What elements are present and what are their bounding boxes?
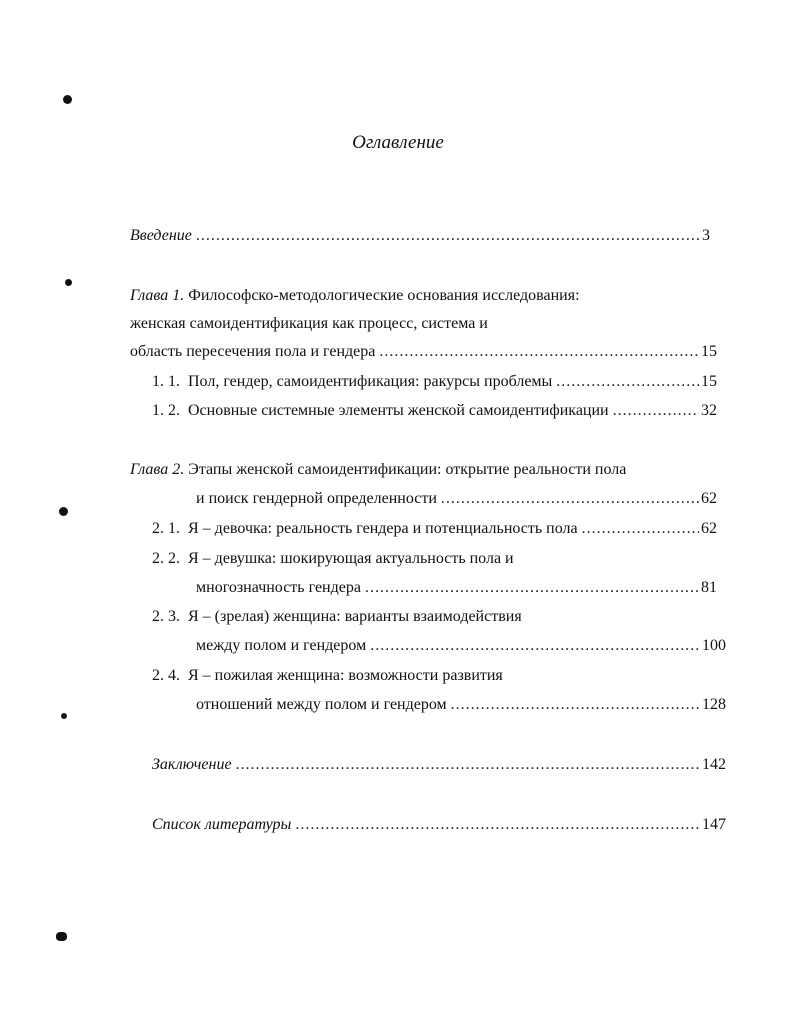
leader-dots — [365, 577, 699, 599]
binding-hole-mark — [56, 932, 67, 941]
toc-page-number: 62 — [701, 520, 717, 537]
chapter-title-line: женская самоидентификация как процесс, система и — [130, 315, 488, 332]
section-title: Основные системные элементы женской самоидентификации — [188, 402, 609, 419]
toc-section-2-4-cont — [196, 694, 726, 716]
leader-dots — [295, 814, 700, 836]
section-title: Я – пожилая женщина: возможности развития — [188, 667, 503, 684]
section-title-cont: отношений между полом и гендером — [196, 696, 447, 713]
toc-section-2-3 — [152, 606, 522, 628]
chapter-prefix: Глава 1. — [130, 287, 185, 304]
chapter-title-line: Философско-методологические основания исследования: — [188, 287, 580, 304]
toc-entry-bibliography — [152, 814, 726, 836]
chapter-title-line: область пересечения пола и гендера — [130, 343, 376, 360]
chapter-title-line: и поиск гендерной определенности — [196, 490, 437, 507]
toc-page-number: 15 — [701, 373, 717, 390]
leader-dots — [379, 341, 699, 363]
toc-section-2-2 — [152, 548, 514, 570]
toc-entry-label: Список литературы — [152, 816, 292, 833]
toc-page-number: 81 — [701, 579, 717, 596]
toc-entry-label: Заключение — [152, 756, 232, 773]
leader-dots — [451, 694, 700, 716]
section-title-cont: между полом и гендером — [196, 637, 367, 654]
section-title: Я – (зрелая) женщина: варианты взаимодействия — [188, 608, 522, 625]
toc-entry-chapter-1 — [130, 341, 717, 363]
toc-page-number: 100 — [702, 637, 726, 654]
toc-page-number: 15 — [701, 343, 717, 360]
section-title: Я – девушка: шокирующая актуальность пола и — [188, 550, 514, 567]
toc-section-2-1 — [152, 518, 717, 540]
binding-hole-mark — [61, 713, 67, 719]
toc-page-number: 128 — [702, 696, 726, 713]
toc-page-number: 3 — [702, 227, 710, 244]
binding-hole-mark — [63, 95, 72, 104]
chapter-2-heading — [130, 459, 626, 481]
toc-page-number: 147 — [702, 816, 726, 833]
toc-entry-chapter-2 — [196, 488, 717, 510]
toc-entry-intro — [130, 225, 710, 247]
leader-dots — [370, 635, 700, 657]
toc-section-2-3-cont — [196, 635, 726, 657]
section-number: 1. 1. — [152, 373, 180, 390]
section-number: 2. 3. — [152, 608, 180, 625]
leader-dots — [556, 371, 699, 393]
section-number: 2. 4. — [152, 667, 180, 684]
toc-page-number: 142 — [702, 756, 726, 773]
binding-hole-mark — [59, 507, 68, 516]
toc-section-2-2-cont — [196, 577, 717, 599]
toc-section-1-1 — [152, 371, 717, 393]
toc-entry-conclusion — [152, 754, 726, 776]
toc-entry-label: Введение — [130, 227, 192, 244]
chapter-prefix: Глава 2. — [130, 461, 185, 478]
leader-dots — [196, 225, 700, 247]
toc-section-1-2 — [152, 400, 717, 422]
leader-dots — [236, 754, 700, 776]
leader-dots — [441, 488, 699, 510]
section-number: 1. 2. — [152, 402, 180, 419]
section-title-cont: многозначность гендера — [196, 579, 361, 596]
toc-page-number: 62 — [701, 490, 717, 507]
section-title: Я – девочка: реальность гендера и потенциальность пола — [188, 520, 578, 537]
section-title: Пол, гендер, самоидентификация: ракурсы проблемы — [188, 373, 553, 390]
binding-hole-mark — [65, 279, 72, 286]
page-title: Оглавление — [352, 132, 444, 153]
chapter-1-heading — [130, 285, 580, 307]
toc-page-number: 32 — [701, 402, 717, 419]
section-number: 2. 1. — [152, 520, 180, 537]
leader-dots — [582, 518, 699, 540]
chapter-title-line: Этапы женской самоидентификации: открытие реальности пола — [188, 461, 627, 478]
leader-dots — [613, 400, 699, 422]
toc-section-2-4 — [152, 665, 503, 687]
section-number: 2. 2. — [152, 550, 180, 567]
